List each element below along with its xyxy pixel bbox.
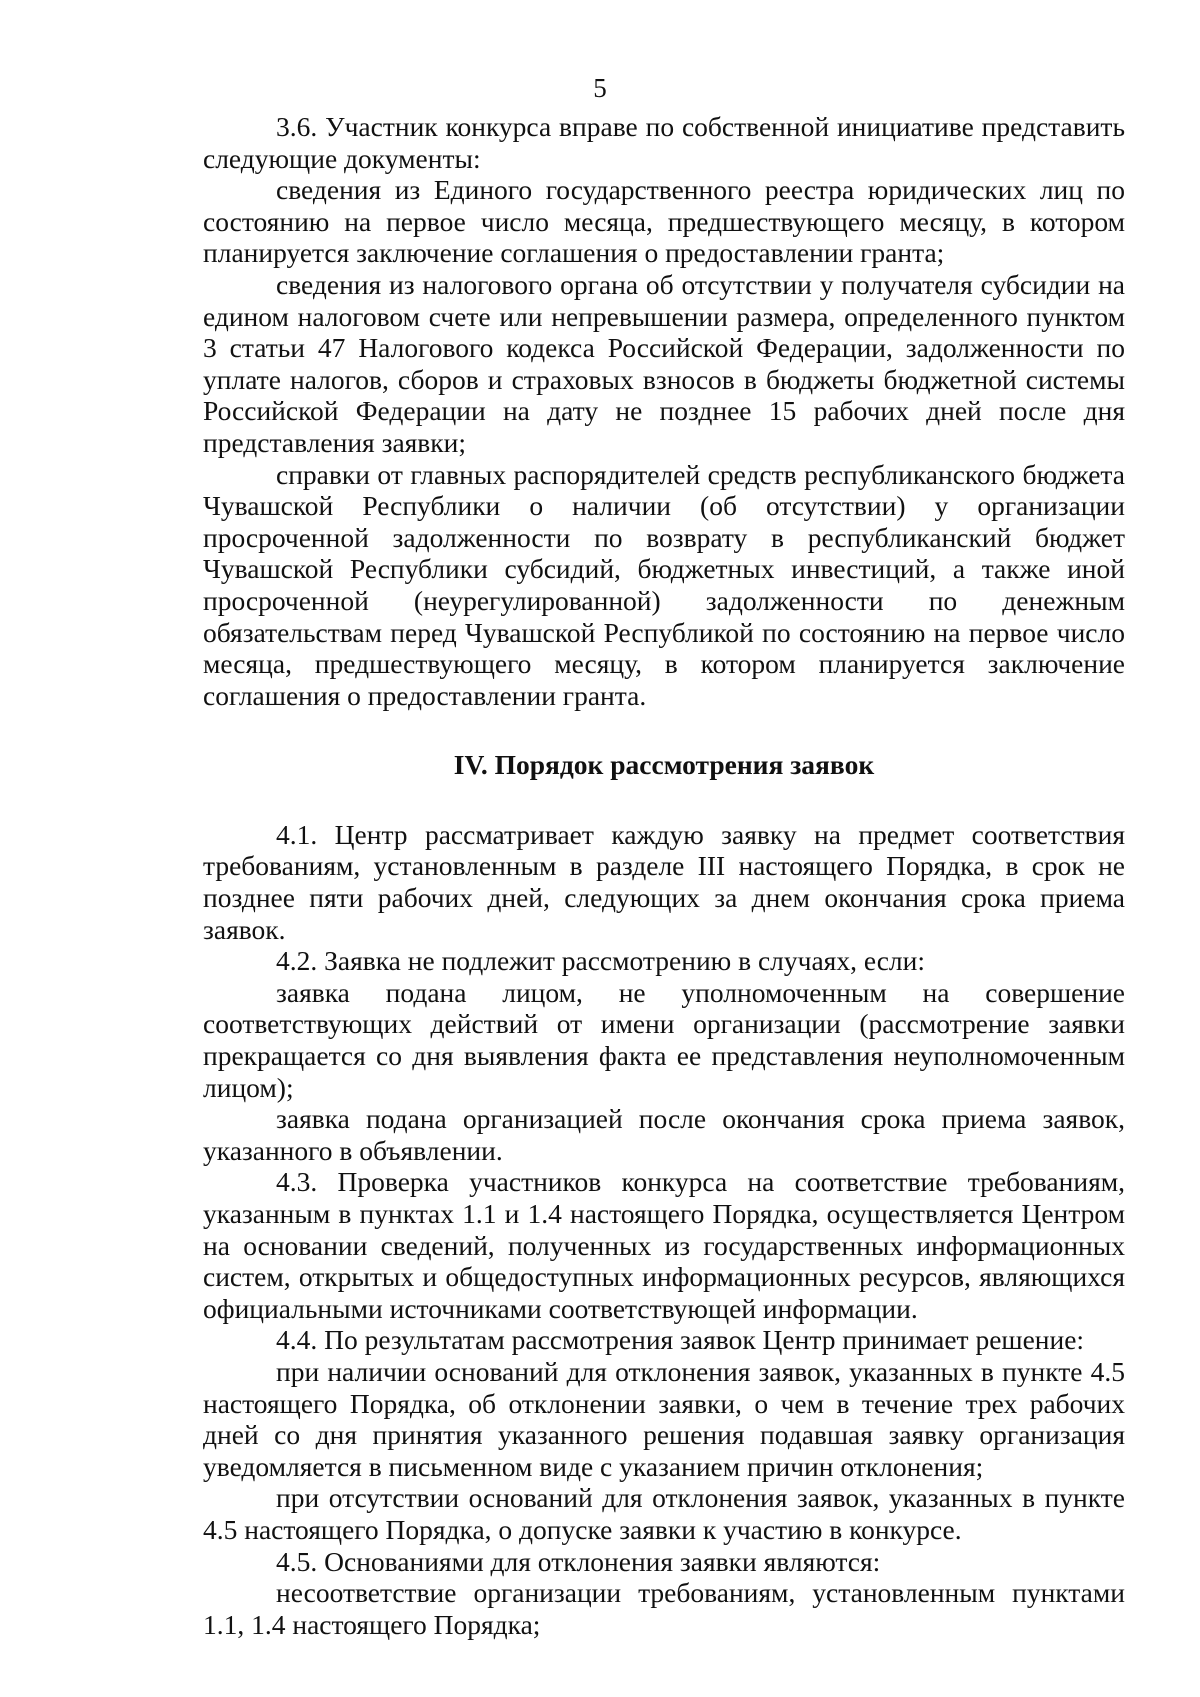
paragraph-4-2-case-2: заявка подана организацией после окончания срока приема заявок, указанного в объявлении.	[203, 1103, 1125, 1166]
paragraph-3-6: 3.6. Участник конкурса вправе по собственной инициативе представить следующие документы:	[203, 111, 1125, 174]
section-heading-iv: IV. Порядок рассмотрения заявок	[453, 749, 875, 781]
paragraph-4-5: 4.5. Основаниями для отклонения заявки являются:	[276, 1545, 881, 1577]
paragraph-4-5-ground-1: несоответствие организации требованиям, установленным пунктами 1.1, 1.4 настоящего Порядка;	[203, 1577, 1125, 1640]
paragraph-tax-info: сведения из налогового органа об отсутствии у получателя субсидии на едином налоговом счете или непревышении размера, определенного пунктом 3 статьи 47 Налогового кодекса Российской Федерации, задолженности по уплате налогов, сборов и страховых взносов в бюджеты бюджетной системы Российской Федерации на дату не позднее 15 рабочих дней после дня представления заявки;	[203, 268, 1125, 458]
page-number: 5	[593, 73, 607, 103]
paragraph-4-1: 4.1. Центр рассматривает каждую заявку на предмет соответствия требованиям, установленным в разделе III настоящего Порядка, в срок не позднее пяти рабочих дней, следующих за днем окончания срока приема заявок.	[203, 818, 1125, 945]
paragraph-egrul-info: сведения из Единого государственного реестра юридических лиц по состоянию на первое число месяца, предшествующего месяцу, в котором планируется заключение соглашения о предоставлении гранта;	[203, 174, 1125, 269]
paragraph-4-4: 4.4. По результатам рассмотрения заявок Центр принимает решение:	[276, 1324, 1085, 1356]
paragraph-4-4-admit: при отсутствии оснований для отклонения заявок, указанных в пункте 4.5 настоящего Порядка, о допуске заявки к участию в конкурсе.	[203, 1482, 1125, 1545]
paragraph-4-2: 4.2. Заявка не подлежит рассмотрению в случаях, если:	[276, 945, 925, 977]
paragraph-4-2-case-1: заявка подана лицом, не уполномоченным на совершение соответствующих действий от имени организации (рассмотрение заявки прекращается со дня выявления факта ее представления неуполномоченным лицом);	[203, 976, 1125, 1103]
document-body	[203, 111, 1125, 1640]
paragraph-budget-certificates: справки от главных распорядителей средств республиканского бюджета Чувашской Республики о наличии (об отсутствии) у организации просроченной задолженности по возврату в республиканский бюджет Чувашской Республики субсидий, бюджетных инвестиций, а также иной просроченной (неурегулированной) задолженности по денежным обязательствам перед Чувашской Республикой по состоянию на первое число месяца, предшествующего месяцу, в котором планируется заключение соглашения о предоставлении гранта.	[203, 458, 1125, 711]
paragraph-4-4-reject: при наличии оснований для отклонения заявок, указанных в пункте 4.5 настоящего Порядка, об отклонении заявки, о чем в течение трех рабочих дней со дня принятия указанного решения подавшая заявку организация уведомляется в письменном виде с указанием причин отклонения;	[203, 1355, 1125, 1482]
paragraph-4-3: 4.3. Проверка участников конкурса на соответствие требованиям, указанным в пунктах 1.1 и 1.4 настоящего Порядка, осуществляется Центром на основании сведений, полученных из государственных информационных систем, открытых и общедоступных информационных ресурсов, являющихся официальными источниками соответствующей информации.	[203, 1166, 1125, 1324]
